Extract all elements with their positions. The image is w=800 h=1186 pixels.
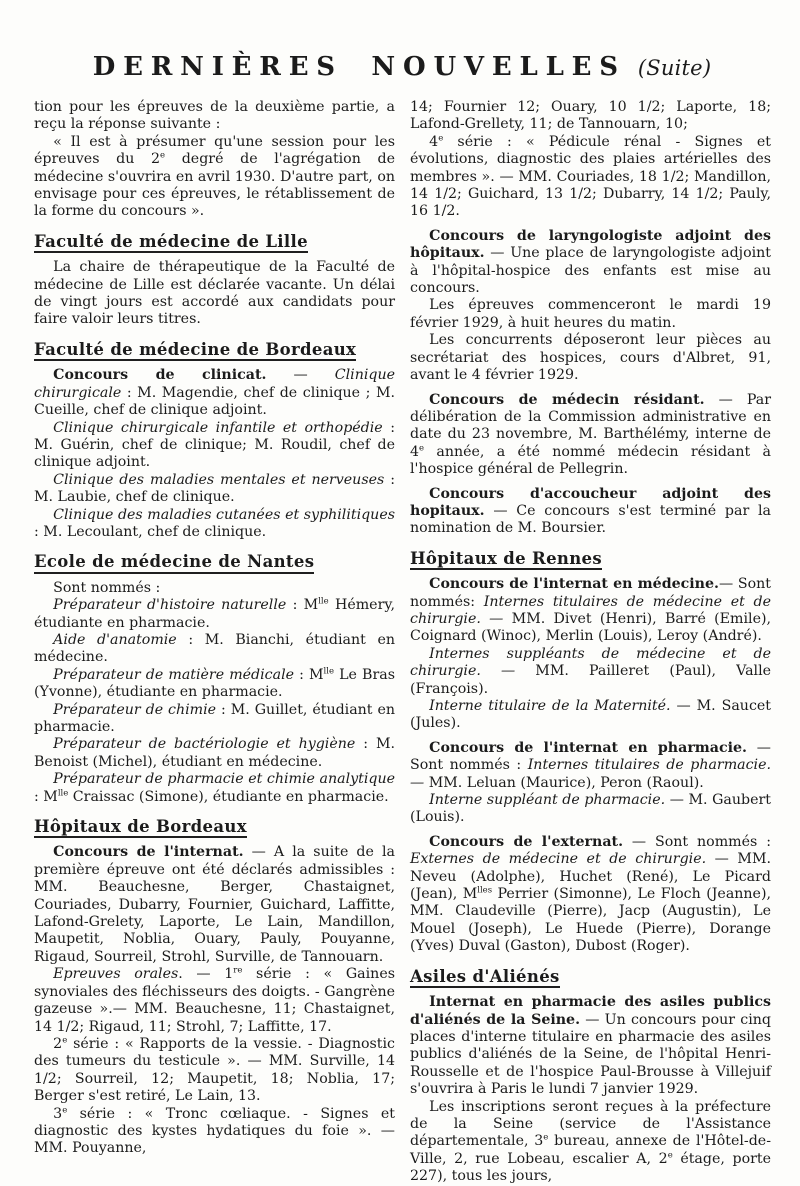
text-segment: — Sont nommés : (410, 739, 771, 774)
paragraph (34, 367, 395, 419)
paragraph (410, 332, 771, 384)
text-segment: — Un concours pour cinq places d'interne titulaire en pharmacie des asiles publics d'aliénés de la Seine, de l'hôpital Henri-Rousselle et de l'hospice Paul-Brousse à Villejuif s'ouvrira à Paris le lundi 7 janvier 1929. (410, 1011, 771, 1098)
text-segment: — M. Gaubert (Louis). (410, 792, 771, 826)
text-segment: Concours d'accoucheur adjoint des hopitaux. (410, 485, 771, 519)
text-segment: lles (477, 885, 493, 896)
text-segment: — MM. Neveu (Adolphe), Huchet (René), Le Picard (Jean), M (410, 851, 771, 903)
text-segment: Concours de l'internat. (53, 844, 244, 861)
paragraph (34, 632, 395, 667)
text-segment: e (667, 1150, 673, 1161)
text-segment: 4 (429, 133, 439, 150)
text-segment: e (438, 133, 444, 144)
paragraph (34, 702, 395, 737)
paragraph (34, 667, 395, 702)
paragraph (410, 576, 771, 646)
paragraph (410, 486, 771, 538)
text-segment: étage, porte 227), tous les jours, (410, 1150, 771, 1185)
page-title: DERNIÈRES NOUVELLES (92, 52, 626, 82)
text-segment: Internes suppléants de médecine et de chirurgie. — (410, 645, 771, 680)
text-segment: année, a été nommé médecin résidant à l'hospice général de Pellegrin. (410, 443, 771, 478)
section-heading-text: Faculté de médecine de Lille (34, 233, 308, 253)
text-segment: Epreuves orales (53, 966, 179, 983)
text-segment: Le Bras (Yvonne), étudiante en pharmacie. (34, 666, 395, 701)
text-segment: Concours de l'internat en médecine. (429, 576, 719, 593)
text-segment: : M. Guillet, étudiant en pharmacie. (34, 701, 395, 735)
paragraph (34, 580, 395, 597)
text-segment: : M (34, 788, 58, 805)
text-segment: : M (286, 597, 319, 614)
paragraph (34, 134, 395, 221)
text-segment: série : « Gaines synoviales des fléchisseurs des doigts. - Gangrène gazeuse ».— MM. Beauchesne, 11; Chastaignet, 14 1/2; Rigaud, 11; Strohl, 7; Laffitte, 17. (34, 966, 395, 1035)
text-segment: degré de l'agrégation de médecine s'ouvrira en avril 1930. D'autre part, on envisage pour ces épreuves, le rétablissement de la forme du concours ». (34, 151, 395, 220)
paragraph (34, 420, 395, 472)
text-segment: Concours de l'externat. (429, 833, 624, 850)
page-header (34, 52, 770, 82)
text-segment: . — 1 (178, 966, 234, 983)
text-segment: Sont nommés : (53, 579, 161, 596)
text-segment: Préparateur de chimie (53, 701, 217, 718)
paragraph (410, 228, 771, 298)
text-segment: lle (318, 596, 329, 607)
paragraph (34, 844, 395, 966)
section-heading (34, 233, 395, 253)
text-segment: — (266, 367, 335, 384)
paragraph (34, 99, 395, 134)
text-segment: Préparateur de bactériologie et hygiène (53, 736, 356, 753)
text-segment: MM. Divet (Henri), Barré (Emile), Coignard (Winoc), Merlin (Louis), Leroy (André). (410, 610, 772, 645)
section-heading (34, 553, 395, 573)
section-heading (34, 341, 395, 361)
paragraph (410, 99, 771, 134)
text-segment: : M. Bianchi, étudiant en médecine. (34, 631, 395, 666)
text-segment: Internat en pharmacie des asiles publics d'aliénés de la Seine. (410, 994, 771, 1028)
paragraph (34, 597, 395, 632)
paragraph (410, 297, 771, 332)
text-segment: 2 (53, 1035, 63, 1052)
column-right (410, 99, 771, 1186)
text-segment: série : « Pédicule rénal - Signes et évolutions, diagnostic des plaies artérielles des membres ». — MM. Couriades, 18 1/2; Mandillon, 14 1/2; Guichard, 13 1/2; Dubarry, 14 1/2; Pauly, 16 1/2. (410, 133, 771, 220)
text-segment: : M. Magendie, chef de clinique ; M. Cueille, chef de clinique adjoint. (34, 384, 395, 419)
text-segment: — Par délibération de la Commission administrative en date du 23 novembre, M. Barthélémy, interne de 4 (410, 391, 772, 460)
text-segment: lle (323, 666, 335, 677)
paragraph (410, 646, 771, 698)
text-segment: Concours de médecin résidant. (429, 391, 705, 408)
text-segment: Préparateur de matière médicale (53, 666, 295, 683)
text-segment: : M. Benoist (Michel), étudiant en médecine. (34, 736, 395, 770)
text-segment: MM. Pailleret (Paul), Valle (François). (410, 663, 771, 697)
text-segment: Les épreuves commenceront le mardi 19 février 1929, à huit heures du matin. (410, 297, 771, 331)
text-segment: Préparateur d'histoire naturelle (53, 597, 287, 614)
section-heading-text: Ecole de médecine de Nantes (34, 553, 314, 573)
text-segment: Interne suppléant de pharmacie. (429, 792, 666, 809)
paragraph (34, 966, 395, 1036)
paragraph (34, 1106, 395, 1158)
paragraph (410, 698, 771, 733)
text-segment: Craissac (Simone), étudiante en pharmacie. (68, 788, 389, 805)
section-heading-text: Hôpitaux de Rennes (410, 550, 602, 570)
section-heading-text: Faculté de médecine de Bordeaux (34, 341, 356, 361)
paragraph (34, 771, 395, 806)
paragraph (34, 472, 395, 507)
paragraph (410, 792, 771, 827)
text-segment: lle (57, 787, 69, 798)
page-title-suffix: (Suite) (637, 56, 712, 80)
text-segment: e (62, 1104, 68, 1115)
column-left (34, 99, 395, 1186)
text-segment: Concours de laryngologiste adjoint des hôpitaux. (410, 227, 771, 262)
section-heading (410, 968, 771, 988)
text-segment: Internes titulaires de médecine et de chirurgie. — (410, 593, 771, 627)
section-heading-text: Asiles d'Aliénés (410, 968, 560, 988)
text-segment: e (543, 1132, 549, 1143)
text-segment: Clinique des maladies cutanées et syphilitiques (53, 506, 395, 523)
paragraph (410, 834, 771, 956)
text-segment: tion pour les épreuves de la deuxième partie, a reçu la réponse suivante : (34, 99, 395, 133)
text-segment: La chaire de thérapeutique de la Faculté de médecine de Lille est déclarée vacante. Un délai de vingt jours est accordé aux candidats pour faire valoir leurs titres. (34, 259, 395, 328)
paragraph (410, 740, 771, 792)
text-segment: 14; Fournier 12; Ouary, 10 1/2; Laporte, 18; Lafond-Grellety, 11; de Tannouarn, 10; (410, 99, 771, 133)
text-segment: Externes de médecine et de chirurgie. (410, 851, 707, 868)
text-segment: re (233, 965, 243, 976)
text-segment: bureau, annexe de l'Hôtel-de-Ville, 2, rue Lobeau, escalier A, 2 (410, 1133, 771, 1167)
paragraph (410, 392, 771, 479)
text-segment: Clinique chirurgicale infantile et orthopédie (53, 419, 383, 436)
paragraph (34, 1036, 395, 1106)
text-segment: — Ce concours s'est terminé par la nomination de M. Boursier. (410, 502, 771, 537)
text-segment: série : « Tronc cœliaque. - Signes et diagnostic des kystes hydatiques du foie ». — MM. Pouyanne, (34, 1105, 395, 1157)
text-segment: Aide d'anatomie (53, 631, 177, 648)
section-heading (34, 818, 395, 838)
section-heading-text: Hôpitaux de Bordeaux (34, 818, 247, 838)
text-segment: — A la suite de la première épreuve ont été déclarés admissibles : MM. Beauchesne, Berger, Chastaignet, Couriades, Dubarry, Fournier, Guichard, Laffitte, Lafond-Grelety, Laporte, Le Lain, Mandillon, Maupetit, Noblia, Ouary, Pauly, Pouyanne, Rigaud, Sourreil, Strohl, Surville, de Tannouarn. (34, 844, 395, 965)
text-segment: 3 (53, 1105, 63, 1122)
text-segment: : M. Lecoulant, chef de clinique. (34, 523, 267, 540)
text-segment: Préparateur de pharmacie et chimie analytique (53, 771, 395, 788)
article-columns (34, 99, 770, 1186)
text-segment: Concours de l'internat en pharmacie. (429, 739, 747, 756)
text-segment: — Sont nommés: (410, 576, 772, 610)
text-segment: Perrier (Simonne), Le Floch (Jeanne), MM. Claudeville (Pierre), Jacp (Augustin), Le Mouel (Joseph), Le Huede (Pierre), Dorange (Yves) Duval (Gaston), Dubost (Roger). (410, 886, 771, 955)
section-heading (410, 550, 771, 570)
text-segment: e (419, 442, 425, 453)
text-segment: Internes titulaires de pharmacie.— (410, 757, 772, 791)
text-segment: — Une place de laryngologiste adjoint à l'hôpital-hospice des enfants est mise au concours. (410, 245, 771, 297)
text-segment: — M. Saucet (Jules). (410, 698, 771, 732)
text-segment: Concours de clinicat. (53, 367, 267, 384)
paragraph (34, 507, 395, 542)
text-segment: Clinique chirurgicale (34, 367, 395, 401)
text-segment: Les inscriptions seront reçues à la préfecture de la Seine (service de l'Assistance départementale, 3 (410, 1098, 771, 1150)
paragraph (410, 1099, 771, 1186)
text-segment: Clinique des maladies mentales et nerveuses (53, 471, 385, 488)
text-segment: Hémery, étudiante en pharmacie. (34, 597, 395, 631)
text-segment: série : « Rapports de la vessie. - Diagnostic des tumeurs du testicule ». — MM. Surville, 14 1/2; Sourreil, 12; Maupetit, 18; Noblia, 17; Berger s'est retiré, Le Lain, 13. (34, 1035, 395, 1105)
paragraph (34, 736, 395, 771)
text-segment: e (62, 1035, 68, 1046)
text-segment: — Sont nommés : (623, 833, 771, 850)
paragraph (34, 259, 395, 329)
text-segment: MM. Leluan (Maurice), Peron (Raoul). (424, 774, 704, 791)
text-segment: Les concurrents déposeront leur pièces au secrétariat des hospices, cours d'Albret, 91, avant le 4 février 1929. (410, 332, 771, 384)
text-segment: Interne titulaire de la Maternité. (429, 698, 671, 714)
text-segment: e (160, 150, 166, 161)
paragraph (410, 134, 771, 221)
text-segment: : M. Laubie, chef de clinique. (34, 471, 395, 506)
text-segment: : M (294, 666, 324, 683)
text-segment: : M. Guérin, chef de clinique; M. Roudil, chef de clinique adjoint. (34, 419, 395, 471)
text-segment: « Il est à présumer qu'une session pour les épreuves du 2 (34, 133, 395, 168)
paragraph (410, 994, 771, 1098)
